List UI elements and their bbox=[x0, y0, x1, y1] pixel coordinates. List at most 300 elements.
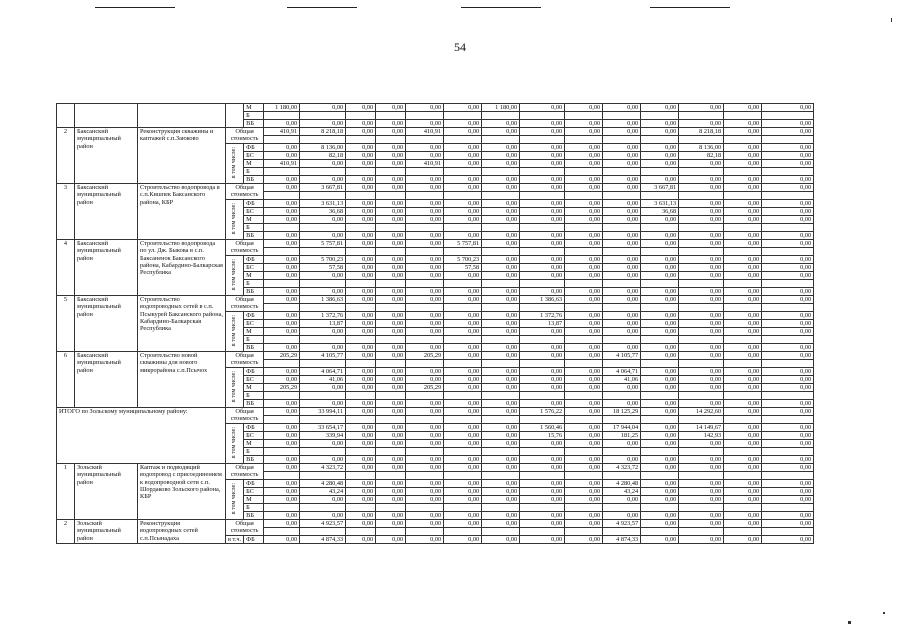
value-cell: 0,00 bbox=[565, 408, 603, 416]
value-cell: 0,00 bbox=[406, 104, 444, 112]
value-cell bbox=[300, 448, 346, 456]
source-label: БС bbox=[244, 376, 264, 384]
value-cell: 13,87 bbox=[520, 320, 565, 328]
value-cell: 0,00 bbox=[641, 344, 679, 352]
value-cell: 0,00 bbox=[482, 328, 520, 336]
value-cell: 0,00 bbox=[300, 344, 346, 352]
value-cell: 0,00 bbox=[482, 264, 520, 272]
value-cell: 0,00 bbox=[346, 312, 376, 320]
value-cell: 1 372,76 bbox=[520, 312, 565, 320]
empty-cell bbox=[444, 416, 482, 424]
value-cell: 0,00 bbox=[641, 128, 679, 136]
value-cell bbox=[762, 448, 814, 456]
source-label: ФБ bbox=[244, 256, 264, 264]
value-cell bbox=[346, 392, 376, 400]
value-cell: 0,00 bbox=[264, 496, 300, 504]
value-cell: 4 923,57 bbox=[603, 520, 641, 528]
value-cell: 0,00 bbox=[444, 464, 482, 472]
value-cell: 0,00 bbox=[724, 400, 762, 408]
value-cell: 43,24 bbox=[603, 488, 641, 496]
value-cell: 0,00 bbox=[724, 216, 762, 224]
value-cell: 0,00 bbox=[406, 376, 444, 384]
value-cell: 0,00 bbox=[520, 232, 565, 240]
value-cell: 0,00 bbox=[565, 288, 603, 296]
value-cell: 0,00 bbox=[444, 176, 482, 184]
value-cell: 0,00 bbox=[376, 480, 406, 488]
value-cell: 0,00 bbox=[565, 160, 603, 168]
empty-cell bbox=[762, 360, 814, 368]
value-cell: 0,00 bbox=[406, 344, 444, 352]
value-cell bbox=[376, 112, 406, 120]
value-cell: 0,00 bbox=[679, 200, 724, 208]
value-cell: 0,00 bbox=[376, 256, 406, 264]
value-cell: 0,00 bbox=[406, 496, 444, 504]
value-cell: 0,00 bbox=[300, 328, 346, 336]
value-cell: 0,00 bbox=[565, 512, 603, 520]
source-label: ФБ bbox=[244, 536, 264, 544]
value-cell bbox=[482, 280, 520, 288]
empty-cell bbox=[520, 192, 565, 200]
value-cell bbox=[679, 504, 724, 512]
empty-cell bbox=[376, 192, 406, 200]
value-cell: 0,00 bbox=[406, 200, 444, 208]
value-cell: 0,00 bbox=[264, 296, 300, 304]
value-cell: 0,00 bbox=[444, 424, 482, 432]
value-cell: 0,00 bbox=[724, 184, 762, 192]
empty-cell bbox=[376, 304, 406, 312]
value-cell: 0,00 bbox=[762, 344, 814, 352]
value-cell: 0,00 bbox=[724, 384, 762, 392]
source-label: ВБ bbox=[244, 120, 264, 128]
empty-cell bbox=[444, 472, 482, 480]
value-cell: 4 323,72 bbox=[300, 464, 346, 472]
value-cell bbox=[762, 112, 814, 120]
value-cell: 0,00 bbox=[444, 200, 482, 208]
value-cell: 0,00 bbox=[264, 240, 300, 248]
value-cell: 0,00 bbox=[406, 176, 444, 184]
value-cell: 41,06 bbox=[603, 376, 641, 384]
empty-cell bbox=[406, 360, 444, 368]
value-cell: 4 874,33 bbox=[300, 536, 346, 544]
value-cell: 0,00 bbox=[724, 512, 762, 520]
value-cell: 0,00 bbox=[376, 272, 406, 280]
value-cell: 0,00 bbox=[346, 456, 376, 464]
empty-cell bbox=[641, 528, 679, 536]
empty-cell bbox=[300, 528, 346, 536]
value-cell: 0,00 bbox=[641, 256, 679, 264]
value-cell: 0,00 bbox=[346, 240, 376, 248]
empty-cell bbox=[376, 136, 406, 144]
total-cost-label: Общая стоимость bbox=[226, 464, 264, 480]
value-cell: 0,00 bbox=[679, 264, 724, 272]
value-cell: 0,00 bbox=[376, 144, 406, 152]
value-cell: 41,06 bbox=[300, 376, 346, 384]
value-cell: 0,00 bbox=[264, 328, 300, 336]
value-cell bbox=[641, 336, 679, 344]
district-total-label: ИТОГО по Зольскому муниципальному району: bbox=[57, 408, 226, 464]
value-cell bbox=[565, 448, 603, 456]
value-cell: 0,00 bbox=[520, 200, 565, 208]
source-label: Б bbox=[244, 504, 264, 512]
source-label: М bbox=[244, 440, 264, 448]
value-cell bbox=[346, 280, 376, 288]
in-that-number-label bbox=[226, 312, 244, 352]
value-cell: 18 125,29 bbox=[603, 408, 641, 416]
row-number: 1 bbox=[57, 464, 75, 520]
value-cell: 0,00 bbox=[641, 432, 679, 440]
name-cell bbox=[138, 104, 226, 128]
value-cell: 0,00 bbox=[724, 272, 762, 280]
value-cell: 0,00 bbox=[724, 120, 762, 128]
value-cell: 0,00 bbox=[565, 232, 603, 240]
value-cell: 0,00 bbox=[406, 440, 444, 448]
value-cell: 0,00 bbox=[762, 440, 814, 448]
value-cell: 0,00 bbox=[376, 384, 406, 392]
value-cell: 0,00 bbox=[565, 368, 603, 376]
empty-cell bbox=[300, 360, 346, 368]
value-cell: 0,00 bbox=[376, 368, 406, 376]
value-cell: 0,00 bbox=[346, 536, 376, 544]
empty-cell bbox=[406, 416, 444, 424]
source-label: БС bbox=[244, 152, 264, 160]
value-cell: 0,00 bbox=[406, 272, 444, 280]
empty-cell bbox=[520, 304, 565, 312]
value-cell: 0,00 bbox=[565, 208, 603, 216]
empty-cell bbox=[603, 360, 641, 368]
in-that-number-label: в т.ч. bbox=[226, 536, 244, 544]
value-cell: 0,00 bbox=[762, 208, 814, 216]
value-cell bbox=[520, 168, 565, 176]
value-cell bbox=[641, 504, 679, 512]
empty-cell bbox=[762, 136, 814, 144]
in-that-number-text: в том числе: bbox=[231, 258, 238, 291]
value-cell bbox=[376, 224, 406, 232]
value-cell bbox=[762, 504, 814, 512]
value-cell: 82,18 bbox=[300, 152, 346, 160]
value-cell bbox=[444, 504, 482, 512]
value-cell: 0,00 bbox=[603, 272, 641, 280]
value-cell: 0,00 bbox=[376, 456, 406, 464]
value-cell: 0,00 bbox=[444, 432, 482, 440]
value-cell: 0,00 bbox=[603, 176, 641, 184]
value-cell: 0,00 bbox=[603, 264, 641, 272]
value-cell: 0,00 bbox=[641, 512, 679, 520]
value-cell: 0,00 bbox=[444, 288, 482, 296]
value-cell: 0,00 bbox=[762, 480, 814, 488]
value-cell: 0,00 bbox=[762, 152, 814, 160]
value-cell bbox=[482, 504, 520, 512]
value-cell: 0,00 bbox=[520, 272, 565, 280]
value-cell bbox=[641, 224, 679, 232]
value-cell: 0,00 bbox=[264, 480, 300, 488]
value-cell: 0,00 bbox=[565, 488, 603, 496]
value-cell: 0,00 bbox=[641, 520, 679, 528]
value-cell: 0,00 bbox=[679, 352, 724, 360]
value-cell: 0,00 bbox=[762, 408, 814, 416]
value-cell: 1 180,00 bbox=[264, 104, 300, 112]
empty-cell bbox=[724, 472, 762, 480]
value-cell: 0,00 bbox=[482, 184, 520, 192]
value-cell: 0,00 bbox=[724, 464, 762, 472]
value-cell: 0,00 bbox=[444, 384, 482, 392]
value-cell: 0,00 bbox=[406, 312, 444, 320]
scan-mark bbox=[883, 612, 885, 614]
value-cell: 0,00 bbox=[762, 520, 814, 528]
value-cell: 0,00 bbox=[406, 120, 444, 128]
value-cell: 0,00 bbox=[482, 144, 520, 152]
value-cell: 0,00 bbox=[376, 536, 406, 544]
value-cell: 0,00 bbox=[724, 128, 762, 136]
empty-cell bbox=[603, 472, 641, 480]
value-cell: 0,00 bbox=[641, 104, 679, 112]
empty-cell bbox=[264, 304, 300, 312]
value-cell: 0,00 bbox=[346, 120, 376, 128]
value-cell bbox=[300, 224, 346, 232]
empty-cell bbox=[482, 528, 520, 536]
value-cell: 0,00 bbox=[641, 368, 679, 376]
value-cell: 0,00 bbox=[724, 288, 762, 296]
value-cell: 0,00 bbox=[264, 440, 300, 448]
value-cell: 0,00 bbox=[762, 176, 814, 184]
empty-cell bbox=[603, 528, 641, 536]
value-cell: 0,00 bbox=[520, 376, 565, 384]
source-label: ФБ bbox=[244, 368, 264, 376]
page-number: 54 bbox=[454, 40, 466, 54]
value-cell: 0,00 bbox=[346, 520, 376, 528]
value-cell: 0,00 bbox=[444, 272, 482, 280]
row-number: 6 bbox=[57, 352, 75, 408]
empty-cell bbox=[406, 248, 444, 256]
value-cell: 8 218,18 bbox=[300, 128, 346, 136]
value-cell: 0,00 bbox=[603, 216, 641, 224]
value-cell: 0,00 bbox=[346, 344, 376, 352]
value-cell: 0,00 bbox=[724, 240, 762, 248]
total-cost-label: Общая стоимость bbox=[226, 184, 264, 200]
value-cell bbox=[264, 112, 300, 120]
value-cell: 1 180,00 bbox=[482, 104, 520, 112]
source-label: М bbox=[244, 384, 264, 392]
value-cell: 0,00 bbox=[679, 344, 724, 352]
value-cell: 0,00 bbox=[406, 208, 444, 216]
value-cell bbox=[482, 448, 520, 456]
empty-cell bbox=[406, 304, 444, 312]
empty-cell bbox=[565, 248, 603, 256]
value-cell bbox=[762, 224, 814, 232]
empty-cell bbox=[603, 304, 641, 312]
value-cell bbox=[406, 336, 444, 344]
value-cell: 0,00 bbox=[762, 232, 814, 240]
value-cell: 0,00 bbox=[565, 184, 603, 192]
value-cell: 0,00 bbox=[724, 256, 762, 264]
value-cell: 0,00 bbox=[724, 320, 762, 328]
value-cell: 0,00 bbox=[565, 376, 603, 384]
value-cell: 0,00 bbox=[376, 288, 406, 296]
value-cell: 0,00 bbox=[482, 216, 520, 224]
source-label: М bbox=[244, 104, 264, 112]
value-cell: 0,00 bbox=[520, 256, 565, 264]
value-cell: 8 218,18 bbox=[679, 128, 724, 136]
empty-cell bbox=[641, 248, 679, 256]
value-cell: 3 667,81 bbox=[300, 184, 346, 192]
value-cell: 0,00 bbox=[679, 208, 724, 216]
value-cell: 0,00 bbox=[679, 328, 724, 336]
value-cell: 0,00 bbox=[762, 368, 814, 376]
value-cell: 0,00 bbox=[346, 384, 376, 392]
value-cell bbox=[603, 168, 641, 176]
value-cell: 0,00 bbox=[346, 424, 376, 432]
value-cell: 0,00 bbox=[603, 440, 641, 448]
district-name: Баксанский муниципальный район bbox=[75, 184, 138, 240]
value-cell: 0,00 bbox=[641, 536, 679, 544]
value-cell: 0,00 bbox=[724, 344, 762, 352]
district-name: Зольский муниципальный район bbox=[75, 520, 138, 544]
empty-cell bbox=[565, 360, 603, 368]
value-cell bbox=[406, 504, 444, 512]
project-name: Строительство водопроводных сетей в с.п. Псыкурей Баксанского района, Кабардино-Балкарская Республика bbox=[138, 296, 226, 352]
value-cell: 5 700,23 bbox=[444, 256, 482, 264]
value-cell: 0,00 bbox=[444, 496, 482, 504]
value-cell bbox=[762, 336, 814, 344]
value-cell: 0,00 bbox=[603, 328, 641, 336]
value-cell: 0,00 bbox=[641, 464, 679, 472]
empty-cell bbox=[565, 472, 603, 480]
value-cell: 0,00 bbox=[565, 352, 603, 360]
value-cell: 4 064,71 bbox=[603, 368, 641, 376]
value-cell: 1 576,22 bbox=[520, 408, 565, 416]
empty-cell bbox=[482, 304, 520, 312]
value-cell: 0,00 bbox=[603, 344, 641, 352]
value-cell: 0,00 bbox=[264, 264, 300, 272]
project-row bbox=[57, 184, 814, 192]
value-cell: 0,00 bbox=[376, 488, 406, 496]
scan-mark bbox=[848, 621, 851, 624]
value-cell bbox=[724, 112, 762, 120]
value-cell: 0,00 bbox=[406, 456, 444, 464]
value-cell: 0,00 bbox=[724, 488, 762, 496]
project-row bbox=[57, 240, 814, 248]
value-cell: 0,00 bbox=[482, 536, 520, 544]
empty-cell bbox=[264, 192, 300, 200]
project-row bbox=[57, 352, 814, 360]
source-label: Б bbox=[244, 392, 264, 400]
value-cell: 0,00 bbox=[482, 512, 520, 520]
value-cell bbox=[264, 168, 300, 176]
value-cell: 0,00 bbox=[406, 320, 444, 328]
value-cell: 0,00 bbox=[565, 320, 603, 328]
value-cell: 0,00 bbox=[346, 176, 376, 184]
empty-cell bbox=[603, 248, 641, 256]
value-cell: 0,00 bbox=[565, 432, 603, 440]
value-cell: 0,00 bbox=[762, 488, 814, 496]
value-cell: 57,58 bbox=[300, 264, 346, 272]
value-cell: 0,00 bbox=[300, 288, 346, 296]
total-cost-label: Общая стоимость bbox=[226, 408, 264, 424]
empty-cell bbox=[482, 360, 520, 368]
empty-cell bbox=[346, 248, 376, 256]
value-cell: 0,00 bbox=[679, 184, 724, 192]
value-cell: 0,00 bbox=[641, 488, 679, 496]
value-cell: 0,00 bbox=[376, 400, 406, 408]
value-cell: 0,00 bbox=[376, 352, 406, 360]
value-cell: 0,00 bbox=[679, 176, 724, 184]
value-cell: 1 386,63 bbox=[300, 296, 346, 304]
value-cell: 0,00 bbox=[603, 120, 641, 128]
value-cell: 0,00 bbox=[346, 104, 376, 112]
empty-cell bbox=[376, 248, 406, 256]
in-that-number-label bbox=[226, 144, 244, 184]
value-cell: 0,00 bbox=[264, 144, 300, 152]
value-cell: 0,00 bbox=[762, 264, 814, 272]
value-cell: 0,00 bbox=[641, 408, 679, 416]
empty-cell bbox=[406, 136, 444, 144]
empty-cell bbox=[300, 416, 346, 424]
value-cell: 0,00 bbox=[444, 328, 482, 336]
value-cell: 0,00 bbox=[376, 312, 406, 320]
value-cell bbox=[679, 392, 724, 400]
value-cell: 0,00 bbox=[603, 160, 641, 168]
empty-cell bbox=[482, 416, 520, 424]
empty-cell bbox=[376, 360, 406, 368]
empty-cell bbox=[762, 192, 814, 200]
value-cell: 0,00 bbox=[444, 480, 482, 488]
value-cell: 0,00 bbox=[346, 512, 376, 520]
value-cell: 0,00 bbox=[406, 296, 444, 304]
value-cell bbox=[264, 504, 300, 512]
empty-cell bbox=[641, 192, 679, 200]
value-cell: 0,00 bbox=[641, 424, 679, 432]
empty-cell bbox=[762, 416, 814, 424]
empty-cell bbox=[520, 528, 565, 536]
value-cell: 0,00 bbox=[444, 312, 482, 320]
value-cell bbox=[603, 448, 641, 456]
empty-cell bbox=[679, 304, 724, 312]
value-cell: 0,00 bbox=[762, 400, 814, 408]
value-cell: 0,00 bbox=[482, 272, 520, 280]
total-cost-label: Общая стоимость bbox=[226, 240, 264, 256]
value-cell: 0,00 bbox=[482, 232, 520, 240]
header-rule bbox=[461, 7, 541, 8]
value-cell: 0,00 bbox=[762, 456, 814, 464]
value-cell bbox=[406, 112, 444, 120]
value-cell: 5 757,81 bbox=[444, 240, 482, 248]
value-cell: 0,00 bbox=[264, 488, 300, 496]
value-cell: 0,00 bbox=[346, 496, 376, 504]
value-cell: 33 654,17 bbox=[300, 424, 346, 432]
value-cell: 0,00 bbox=[264, 456, 300, 464]
value-cell: 0,00 bbox=[406, 184, 444, 192]
value-cell: 0,00 bbox=[520, 208, 565, 216]
value-cell: 0,00 bbox=[679, 288, 724, 296]
value-cell bbox=[520, 112, 565, 120]
value-cell: 0,00 bbox=[264, 344, 300, 352]
value-cell bbox=[482, 112, 520, 120]
value-cell: 0,00 bbox=[724, 424, 762, 432]
value-cell bbox=[603, 280, 641, 288]
empty-cell bbox=[603, 416, 641, 424]
value-cell: 0,00 bbox=[346, 432, 376, 440]
source-label: БС bbox=[244, 320, 264, 328]
empty-cell bbox=[724, 136, 762, 144]
empty-cell bbox=[724, 360, 762, 368]
value-cell: 0,00 bbox=[565, 200, 603, 208]
value-cell: 0,00 bbox=[762, 320, 814, 328]
value-cell: 0,00 bbox=[641, 328, 679, 336]
value-cell: 0,00 bbox=[482, 480, 520, 488]
value-cell: 0,00 bbox=[565, 128, 603, 136]
value-cell: 181,25 bbox=[603, 432, 641, 440]
value-cell: 0,00 bbox=[482, 120, 520, 128]
empty-cell bbox=[444, 136, 482, 144]
